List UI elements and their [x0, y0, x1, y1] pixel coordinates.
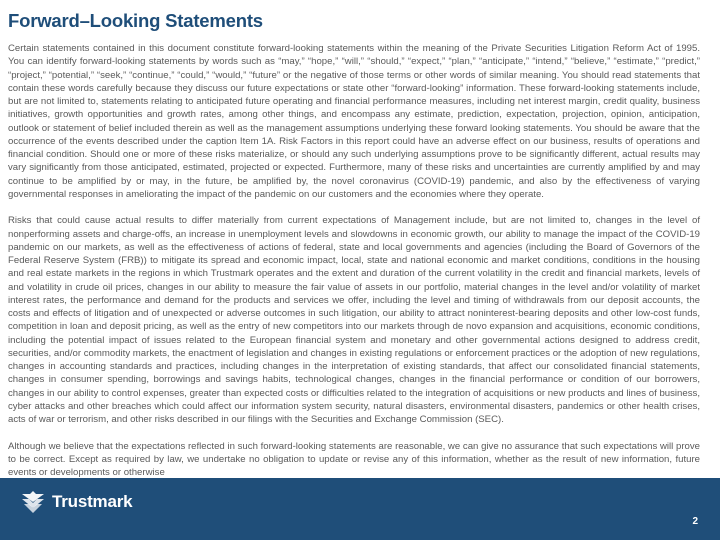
paragraph-1: Certain statements contained in this document constitute forward-looking statements within the meaning of the Private Securities Litigation Reform Act of 1995. You can identify forward-looking statements by words such as “may,” “hope,” “will,” “should,” “expect,” “plan,” “anticipate,” “intend,” “believe,” “estimate,” “predict,” “project,” “potential,” “seek,” “continue,” “could,” “would,” “future” or the negative of those terms or other words of similar meaning. You should read statements that contain these words carefully because they discuss our future expectations or state other “forward-looking” information. These forward-looking statements include, but are not limited to, statements relating to anticipated future operating and financial performance measures, including net interest margin, credit quality, business initiatives, growth opportunities and growth rates, among other things, and encompass any estimate, prediction, expectation, projection, opinion, anticipation, outlook or statement of belief included therein as well as the management assumptions underlying these forward looking statements. You should be aware that the occurrence of the events described under the caption Item 1A. Risk Factors in this report could have an adverse effect on our business, results of operations and financial condition. Should one or more of these risks materialize, or should any such underlying assumptions prove to be significantly different, actual results may vary significantly from those anticipated, estimated, projected or expected. Furthermore, many of these risks and uncertainties are currently amplified by and may continue to be amplified by or may, in the future, be amplified by, the novel coronavirus (COVID-19) pandemic, and also by the effectiveness of varying governmental responses in ameliorating the impact of the pandemic on our customers and the economies where they operate. [8, 43, 700, 200]
paragraph-2: Risks that could cause actual results to differ materially from current expectations of Management include, but are not limited to, changes in the level of nonperforming assets and charge-offs, an increase in unemployment levels and slowdowns in economic growth, our ability to manage the impact of the COVID-19 pandemic on our markets, as well as the effectiveness of actions of federal, state and local governments and agencies (including the Board of Governors of the Federal Reserve System (FRB)) to mitigate its spread and economic impact, local, state and national economic and market conditions, conditions in the housing and real estate markets in the regions in which Trustmark operates and the extent and duration of the current volatility in the credit and financial markets, levels of and volatility in crude oil prices, changes in our ability to measure the fair value of assets in our portfolio, material changes in the level and/or volatility of market interest rates, the performance and demand for the products and services we offer, including the level and timing of withdrawals from our deposit accounts, the costs and effects of litigation and of unexpected or adverse outcomes in such litigation, our ability to attract noninterest-bearing deposits and other low-cost funds, competition in loan and deposit pricing, as well as the entry of new competitors into our markets through de novo expansion and acquisitions, economic conditions, including the potential impact of issues related to the European financial system and monetary and other governmental actions designed to address credit, securities, and/or commodity markets, the enactment of legislation and changes in existing regulations or enforcement practices or the adoption of new regulations, changes in accounting standards and practices, including changes in the interpretation of existing standards, that affect our consolidated financial statements, changes in consumer spending, borrowings and savings habits, technological changes, changes in the financial performance or condition of our borrowers, changes in our ability to control expenses, greater than expected costs or difficulties related to the integration of acquisitions or new products and lines of business, cyber attacks and other breaches which could affect our information system security, natural disasters, environmental disasters, pandemics or other health crises, acts of war or terrorism, and other risks described in our filings with the Securities and Exchange Commission (SEC). [8, 215, 700, 426]
paragraph-3: Although we believe that the expectations reflected in such forward-looking statements are reasonable, we can give no assurance that such expectations will prove to be correct. Except as required by law, we undertake no obligation to update or revise any of this information, whether as the result of new information, future events or developments or otherwise [8, 440, 700, 479]
brand-name: Trustmark [52, 492, 133, 511]
brand-logo [20, 490, 180, 514]
document-body [8, 42, 700, 493]
trustmark-logo-icon [20, 490, 46, 514]
page-title: Forward–Looking Statements [8, 10, 263, 31]
page-number: 2 [692, 516, 698, 527]
